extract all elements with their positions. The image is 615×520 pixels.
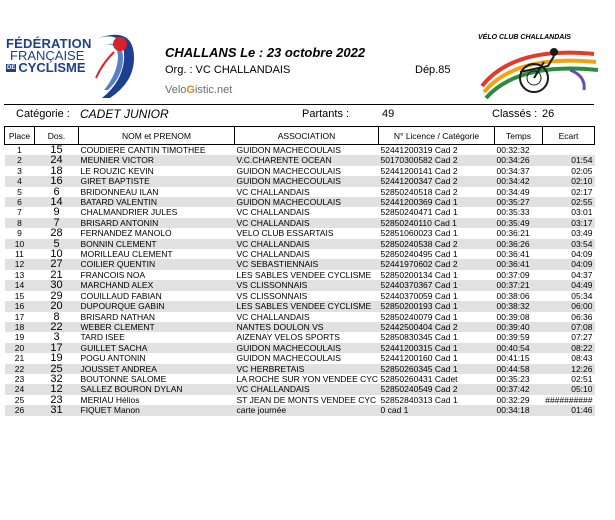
table-row [5, 405, 595, 415]
row-licence: 52850240110 Cad 1 [379, 218, 495, 228]
row-gap: 02:55 [543, 197, 595, 207]
row-association: LA ROCHE SUR YON VENDEE CYC [236, 373, 379, 384]
row-name: COUDIERE CANTIN TIMOTHEE [80, 145, 206, 155]
row-licence: 52850260345 Cad 1 [379, 364, 495, 374]
row-gap: 12:26 [543, 364, 595, 374]
header-association: ASSOCIATION [235, 127, 379, 145]
row-dossard: 6 [53, 186, 60, 198]
row-place: 2 [5, 155, 35, 165]
row-name: POGU ANTONIN [80, 353, 146, 364]
row-association: GUIDON MACHECOULAIS [236, 353, 341, 364]
velogistic-link[interactable] [165, 84, 232, 96]
row-time: 00:39:08 [496, 311, 530, 322]
row-gap: 06:36 [571, 311, 593, 322]
row-place: 4 [5, 176, 35, 186]
table-row [5, 280, 595, 290]
row-place: 17 [14, 311, 25, 322]
row-association: VC CHALLANDAIS [236, 249, 310, 260]
table-row [5, 301, 595, 311]
table-row [5, 166, 595, 176]
row-place: 24 [5, 384, 35, 394]
row-time: 00:34:26 [495, 155, 543, 165]
row-time: 00:44:58 [495, 364, 543, 374]
table-row [5, 207, 595, 217]
row-time: 00:34:49 [496, 186, 530, 197]
velogistic-suffix: istic.net [194, 84, 233, 96]
row-name: JOUSSET ANDREA [79, 364, 235, 374]
row-dossard: 9 [53, 207, 60, 218]
row-time: 00:36:26 [495, 239, 543, 249]
row-licence: 52850830345 Cad 1 [380, 332, 458, 343]
row-licence: 52441200369 Cad 1 [379, 197, 495, 207]
row-place: 15 [14, 290, 25, 301]
row-licence: 52850260431 Cadet [380, 373, 458, 384]
row-association: GUIDON MACHECOULAIS [235, 343, 379, 353]
table-row [5, 343, 595, 353]
row-name: BONNIN CLEMENT [79, 239, 235, 249]
row-gap: 02:10 [543, 176, 595, 186]
row-association: GUIDON MACHECOULAIS [235, 176, 379, 186]
row-gap: 03:54 [543, 239, 595, 249]
row-gap: 07:27 [571, 332, 593, 343]
row-time: 00:35:27 [495, 197, 543, 207]
row-gap: 02:05 [571, 165, 593, 176]
row-association: VC CHALLANDAIS [236, 186, 310, 197]
row-place: 7 [17, 207, 22, 218]
row-time: 00:38:06 [496, 290, 530, 301]
table-row [5, 145, 595, 156]
row-name: MARCHAND ALEX [79, 280, 235, 290]
row-dossard: 30 [35, 280, 79, 290]
row-association: V.C.CHARENTE OCEAN [235, 155, 379, 165]
row-association: GUIDON MACHECOULAIS [236, 145, 341, 155]
row-licence: 52850240471 Cad 1 [380, 207, 458, 218]
table-row [5, 197, 595, 207]
row-place: 5 [17, 186, 22, 197]
category-bar [4, 104, 594, 123]
row-association: VS CLISSONNAIS [236, 290, 308, 301]
row-gap: 01:46 [543, 405, 595, 415]
row-gap: 04:09 [571, 249, 593, 260]
row-place: 23 [14, 373, 25, 384]
row-association: carte journée [235, 405, 379, 415]
row-place: 25 [14, 394, 25, 405]
row-gap: 03:49 [571, 228, 593, 239]
row-licence: 52850240495 Cad 1 [380, 249, 458, 260]
table-row [5, 270, 595, 280]
row-association: NANTES DOULON VS [235, 322, 379, 332]
row-place: 14 [5, 280, 35, 290]
row-licence: 52850240079 Cad 1 [380, 311, 458, 322]
category-label: Catégorie : [16, 108, 70, 120]
header-licence: N° Licence / Catégorie [379, 127, 495, 145]
row-name: BRISARD NATHAN [80, 311, 155, 322]
row-place: 18 [5, 322, 35, 332]
row-licence: 52850240538 Cad 2 [379, 239, 495, 249]
club-logo-text: VÉLO CLUB CHALLANDAIS [478, 34, 571, 41]
row-dossard: 10 [50, 249, 63, 260]
row-gap: 01:54 [543, 155, 595, 165]
row-name: CHALMANDRIER JULES [80, 207, 178, 218]
row-name: LE ROUZIC KEVIN [80, 165, 154, 176]
organizer: Org. : VC CHALLANDAIS [165, 64, 291, 76]
row-name: WEBER CLEMENT [79, 322, 235, 332]
row-name: MEUNIER VICTOR [79, 155, 235, 165]
row-gap: 04:09 [543, 259, 595, 269]
row-association: VC CHALLANDAIS [236, 207, 310, 218]
row-dossard: 8 [53, 311, 60, 322]
row-association: LES SABLES VENDEE CYCLISME [236, 269, 372, 280]
row-place: 19 [14, 332, 25, 343]
row-association: VC HERBRETAIS [235, 364, 379, 374]
federation-name-line2: FRANÇAISE [10, 48, 85, 63]
row-time: 00:35:23 [496, 373, 530, 384]
row-dossard: 29 [50, 290, 63, 302]
row-licence: 52441200141 Cad 2 [380, 165, 458, 176]
row-dossard: 24 [35, 155, 79, 165]
row-time: 00:34:42 [495, 176, 543, 186]
row-time: 00:37:21 [495, 280, 543, 290]
row-gap [543, 145, 595, 156]
row-dossard: 25 [35, 364, 79, 374]
row-name: BRIDONNEAU ILAN [80, 186, 159, 197]
row-dossard: 5 [35, 239, 79, 249]
row-time: 00:37:42 [495, 384, 543, 394]
row-gap: 08:22 [543, 343, 595, 353]
row-association: LES SABLES VENDEE CYCLISME [235, 301, 379, 311]
row-dossard: 32 [50, 373, 63, 385]
row-time: 00:36:21 [496, 228, 530, 239]
row-association: VC CHALLANDAIS [235, 218, 379, 228]
row-dossard: 19 [50, 353, 63, 364]
row-place: 26 [5, 405, 35, 415]
header-gap: Ecart [543, 127, 595, 145]
header-place: Place [5, 127, 35, 145]
row-association: ST JEAN DE MONTS VENDEE CYC [236, 394, 377, 405]
row-time: 00:39:40 [495, 322, 543, 332]
velogistic-prefix: Velo [165, 84, 187, 96]
partants-value: 49 [382, 108, 395, 120]
row-place: 8 [5, 218, 35, 228]
table-row [5, 291, 595, 301]
row-name: TARD ISEE [80, 332, 125, 343]
header-dossard: Dos. [35, 127, 79, 145]
row-dossard: 31 [35, 405, 79, 415]
row-name: BATARD VALENTIN [79, 197, 235, 207]
row-dossard: 20 [35, 301, 79, 311]
row-licence: 52850240518 Cad 2 [380, 186, 458, 197]
row-licence: 52440370367 Cad 1 [379, 280, 495, 290]
classes-label: Classés : [492, 108, 538, 120]
row-association: GUIDON MACHECOULAIS [236, 165, 341, 176]
row-name: MERIAU Hélios [80, 394, 140, 405]
results-body [5, 145, 595, 416]
row-place: 10 [5, 239, 35, 249]
table-row [5, 353, 595, 363]
row-dossard: 21 [50, 269, 63, 281]
row-time: 00:36:41 [495, 259, 543, 269]
row-name: BRISARD ANTONIN [79, 218, 235, 228]
velogistic-g: G [186, 84, 195, 96]
table-row [5, 332, 595, 342]
row-licence: 52442500404 Cad 2 [379, 322, 495, 332]
row-gap: 04:49 [543, 280, 595, 290]
row-association: AIZENAY VELOS SPORTS [236, 332, 340, 343]
table-row [5, 155, 595, 165]
row-licence: 52441200347 Cad 2 [379, 176, 495, 186]
row-name: FERNANDEZ MANOLO [80, 228, 172, 239]
table-row [5, 322, 595, 332]
row-dossard: 16 [35, 176, 79, 186]
category-value: CADET JUNIOR [80, 107, 169, 121]
table-row [5, 312, 595, 322]
row-dossard: 18 [50, 165, 63, 177]
row-association: VC SEBASTIENNAIS [235, 259, 379, 269]
table-row [5, 218, 595, 228]
table-row [5, 259, 595, 269]
row-association: VS CLISSONNAIS [235, 280, 379, 290]
federation-name-line1: FÉDÉRATION [6, 36, 92, 51]
row-licence: 52441200160 Cad 1 [380, 353, 458, 364]
row-time: 00:38:32 [495, 301, 543, 311]
row-gap: ########## [545, 394, 593, 405]
row-licence: 52441200315 Cad 1 [379, 343, 495, 353]
row-place: 3 [17, 165, 22, 176]
row-name: DUPOURQUE GABIN [79, 301, 235, 311]
row-licence: 52850200134 Cad 1 [380, 269, 458, 280]
row-time: 00:32:29 [496, 394, 530, 405]
row-time: 00:32:32 [496, 145, 530, 155]
row-time: 00:39:59 [496, 332, 530, 343]
row-licence: 52850240549 Cad 2 [379, 384, 495, 394]
row-name: GUILLET SACHA [79, 343, 235, 353]
row-gap: 06:00 [543, 301, 595, 311]
row-gap: 03:01 [571, 207, 593, 218]
row-name: SALLEZ BOURON DYLAN [79, 384, 235, 394]
row-dossard: 28 [50, 228, 63, 239]
row-association: GUIDON MACHECOULAIS [235, 197, 379, 207]
row-place: 20 [5, 343, 35, 353]
results-table [4, 126, 595, 416]
row-place: 11 [15, 249, 24, 260]
row-association: VC CHALLANDAIS [236, 311, 310, 322]
row-dossard: 12 [35, 384, 79, 394]
row-name: MORILLEAU CLEMENT [80, 249, 173, 260]
row-dossard: 3 [53, 332, 60, 343]
row-place: 12 [5, 259, 35, 269]
row-licence: 50170300582 Cad 2 [379, 155, 495, 165]
row-licence: 0 cad 1 [379, 405, 495, 415]
row-time: 00:37:09 [496, 269, 530, 280]
row-association: VC CHALLANDAIS [235, 384, 379, 394]
table-row [5, 249, 595, 259]
row-gap: 02:51 [571, 373, 593, 384]
table-header-row [5, 127, 595, 145]
classes-value: 26 [542, 108, 555, 120]
race-title: CHALLANS Le : 23 octobre 2022 [165, 45, 366, 60]
row-gap: 03:17 [543, 218, 595, 228]
row-time: 00:41:15 [496, 353, 530, 364]
row-place: 9 [17, 228, 22, 239]
row-licence: 52850200193 Cad 1 [379, 301, 495, 311]
row-gap: 05:34 [571, 290, 593, 301]
row-gap: 07:08 [543, 322, 595, 332]
row-time: 00:36:41 [496, 249, 530, 260]
row-name: BOUTONNE SALOME [80, 373, 167, 384]
row-dossard: 23 [50, 394, 63, 406]
row-dossard: 14 [35, 197, 79, 207]
table-row [5, 228, 595, 238]
header-name: NOM et PRENOM [79, 127, 235, 145]
row-association: VELO CLUB ESSARTAIS [236, 228, 334, 239]
table-row [5, 187, 595, 197]
row-name: FIQUET Manon [79, 405, 235, 415]
row-place: 13 [14, 269, 25, 280]
row-place: 6 [5, 197, 35, 207]
row-name: GIRET BAPTISTE [79, 176, 235, 186]
row-gap: 05:10 [543, 384, 595, 394]
row-dossard: 17 [35, 343, 79, 353]
row-licence: 52852840313 Cad 1 [380, 394, 458, 405]
row-licence: 52851060023 Cad 1 [380, 228, 458, 239]
table-row [5, 364, 595, 374]
federation-name-line3: CYCLISME [18, 60, 86, 75]
row-place: 1 [17, 145, 22, 155]
table-row [5, 176, 595, 186]
table-row [5, 395, 595, 405]
row-place: 16 [5, 301, 35, 311]
row-place: 21 [14, 353, 25, 364]
row-place: 22 [5, 364, 35, 374]
header-time: Temps [495, 127, 543, 145]
row-time: 00:34:18 [495, 405, 543, 415]
row-licence: 52440370059 Cad 1 [380, 290, 458, 301]
row-gap: 04:37 [571, 269, 593, 280]
partants-label: Partants : [302, 108, 350, 120]
table-row [5, 384, 595, 394]
row-name: COILIER QUENTIN [79, 259, 235, 269]
row-dossard: 15 [50, 144, 63, 156]
row-time: 00:35:49 [495, 218, 543, 228]
row-dossard: 7 [35, 218, 79, 228]
row-association: VC CHALLANDAIS [235, 239, 379, 249]
row-time: 00:40:54 [495, 343, 543, 353]
table-row [5, 374, 595, 384]
table-row [5, 239, 595, 249]
row-licence: 52441200319 Cad 2 [380, 145, 458, 155]
row-name: FRANCOIS NOA [80, 269, 146, 280]
row-dossard: 27 [35, 259, 79, 269]
row-time: 00:34:37 [496, 165, 530, 176]
row-gap: 02:17 [571, 186, 593, 197]
row-name: COUILLAUD FABIAN [80, 290, 162, 301]
row-licence: 52441970602 Cad 2 [379, 259, 495, 269]
row-gap: 08:43 [571, 353, 593, 364]
federation-name-prefix: DE [7, 65, 16, 71]
row-time: 00:35:33 [496, 207, 530, 218]
row-dossard: 22 [35, 322, 79, 332]
department: Dép.85 [415, 64, 451, 76]
